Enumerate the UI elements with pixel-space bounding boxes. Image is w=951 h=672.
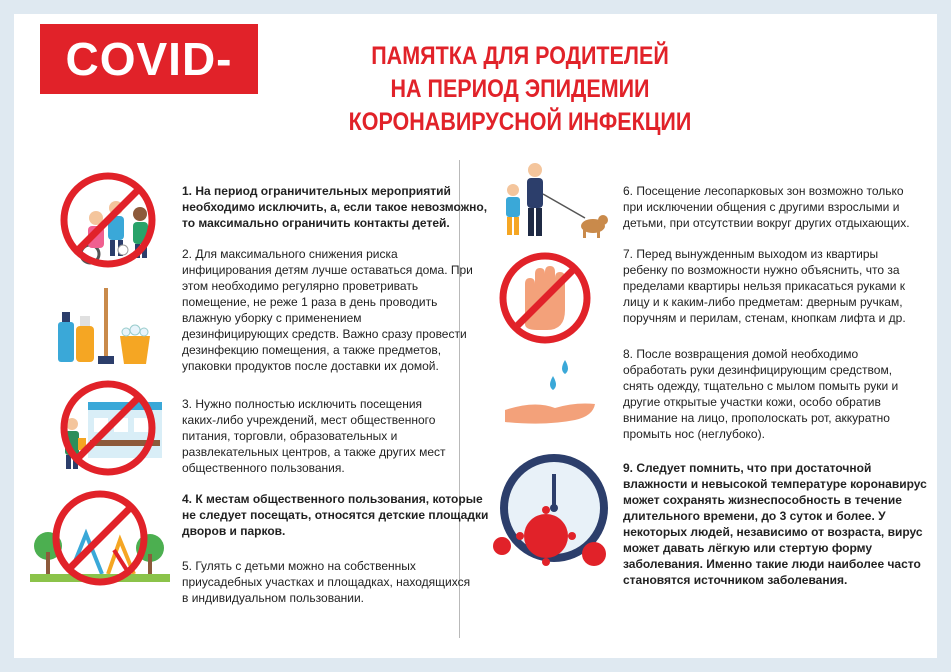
item-line: дезинфицирующих средств. Важно сразу провести xyxy=(182,327,467,341)
children-playing-prohibited-icon xyxy=(48,170,168,270)
item-line: лицу и к каким-либо предметам: дверным ручкам, xyxy=(623,295,903,309)
item-line: упаковки продуктов после доставки их домой. xyxy=(182,359,439,373)
item-line: инфицирования детям лучше оставаться дома. При xyxy=(182,263,473,277)
item-line: в индивидуальном пользовании. xyxy=(182,591,364,605)
item-line: снять одежду, тщательно с мылом помыть руки и xyxy=(623,379,899,393)
item-line: 5. Гулять с детьми можно на собственных xyxy=(182,559,416,573)
item-line: этом необходимо регулярно проветривать xyxy=(182,279,419,293)
item-line: влажную уборку с применением xyxy=(182,311,362,325)
item-4 xyxy=(182,491,488,539)
item-line: промыть нос (неглубоко). xyxy=(623,427,765,441)
item-3 xyxy=(182,396,446,476)
item-5 xyxy=(182,558,470,606)
item-line: при исключении общения с другими взрослыми и xyxy=(623,200,900,214)
item-line: детьми, при отсутствии вокруг других отдыхающих. xyxy=(623,216,910,230)
item-line: общественного пользования. xyxy=(182,461,345,475)
title-line: КОРОНАВИРУСНОЙ ИНФЕКЦИИ xyxy=(348,108,692,136)
public-places-prohibited-icon xyxy=(48,378,168,478)
hand-prohibited-icon xyxy=(495,244,595,344)
item-line: внимание на лицо, прополоскать рот, аккуратно xyxy=(623,411,890,425)
playground-prohibited-icon xyxy=(30,490,170,590)
item-line: 9. Следует помнить, что при достаточной xyxy=(623,461,872,475)
item-line: дворов и парков. xyxy=(182,524,286,538)
item-line: может давать лёгкую или стертую форму xyxy=(623,541,873,555)
item-line: то максимально ограничить контакты детей. xyxy=(182,216,450,230)
hand-sanitizer-drops-icon xyxy=(495,350,605,440)
item-line: 8. После возвращения домой необходимо xyxy=(623,347,859,361)
title-line: ПАМЯТКА ДЛЯ РОДИТЕЛЕЙ xyxy=(371,42,669,70)
item-line: 6. Посещение лесопарковых зон возможно только xyxy=(623,184,904,198)
clock-virus-icon xyxy=(484,448,624,588)
item-line: приусадебных участках и площадках, находящихся xyxy=(182,575,471,589)
item-line: обработать руки дезинфицирующим средством, xyxy=(623,363,893,377)
item-2 xyxy=(182,246,473,374)
family-walking-dog-icon xyxy=(485,160,615,244)
item-6 xyxy=(623,183,910,231)
item-9 xyxy=(623,460,927,588)
item-line: поручням и перилам, стенам, кнопкам лифта и др. xyxy=(623,311,906,325)
item-line: помещение, не реже 1 раза в день проводить xyxy=(182,295,438,309)
item-line: заболевания. Именно такие люди наиболее часто xyxy=(623,557,921,571)
item-line: необходимо исключить, а, если такое невозможно, xyxy=(182,200,488,214)
poster-title xyxy=(314,40,727,139)
item-line: влажности и невысокой температуре коронавирус xyxy=(623,477,927,491)
item-line: другие открытые участки кожи, особо обратив xyxy=(623,395,881,409)
item-7 xyxy=(623,246,906,326)
item-1 xyxy=(182,183,487,231)
item-line: 3. Нужно полностью исключить посещения xyxy=(182,397,423,411)
item-line: может сохранять жизнеспособность в течение xyxy=(623,493,902,507)
title-line: НА ПЕРИОД ЭПИДЕМИИ xyxy=(390,75,650,103)
item-line: развлекательных центров, а также других мест xyxy=(182,445,446,459)
item-line: дезинфекцию помещения, а также предметов, xyxy=(182,343,442,357)
item-8 xyxy=(623,346,898,442)
item-line: каких-либо учреждений, мест общественного xyxy=(182,413,436,427)
item-line: ребенку по возможности нужно объяснить, что за xyxy=(623,263,900,277)
item-line: 7. Перед вынужденным выходом из квартиры xyxy=(623,247,879,261)
covid-badge: COVID-19 xyxy=(40,24,258,94)
item-line: становятся источником заболевания. xyxy=(623,573,848,587)
cleaning-supplies-icon xyxy=(50,282,160,370)
item-line: некоторых людей, независимо от возраста, вирус xyxy=(623,525,923,539)
item-line: 1. На период ограничительных мероприятий xyxy=(182,184,451,198)
item-line: 2. Для максимального снижения риска xyxy=(182,247,398,261)
item-line: не следует посещать, относятся детские площадки xyxy=(182,508,489,522)
item-line: пределами квартиры нельзя прикасаться руками к xyxy=(623,279,906,293)
item-line: длительного времени, до 3 суток и более. У xyxy=(623,509,886,523)
item-line: питания, торговли, образовательных и xyxy=(182,429,398,443)
item-line: 4. К местам общественного пользования, которые xyxy=(182,492,483,506)
